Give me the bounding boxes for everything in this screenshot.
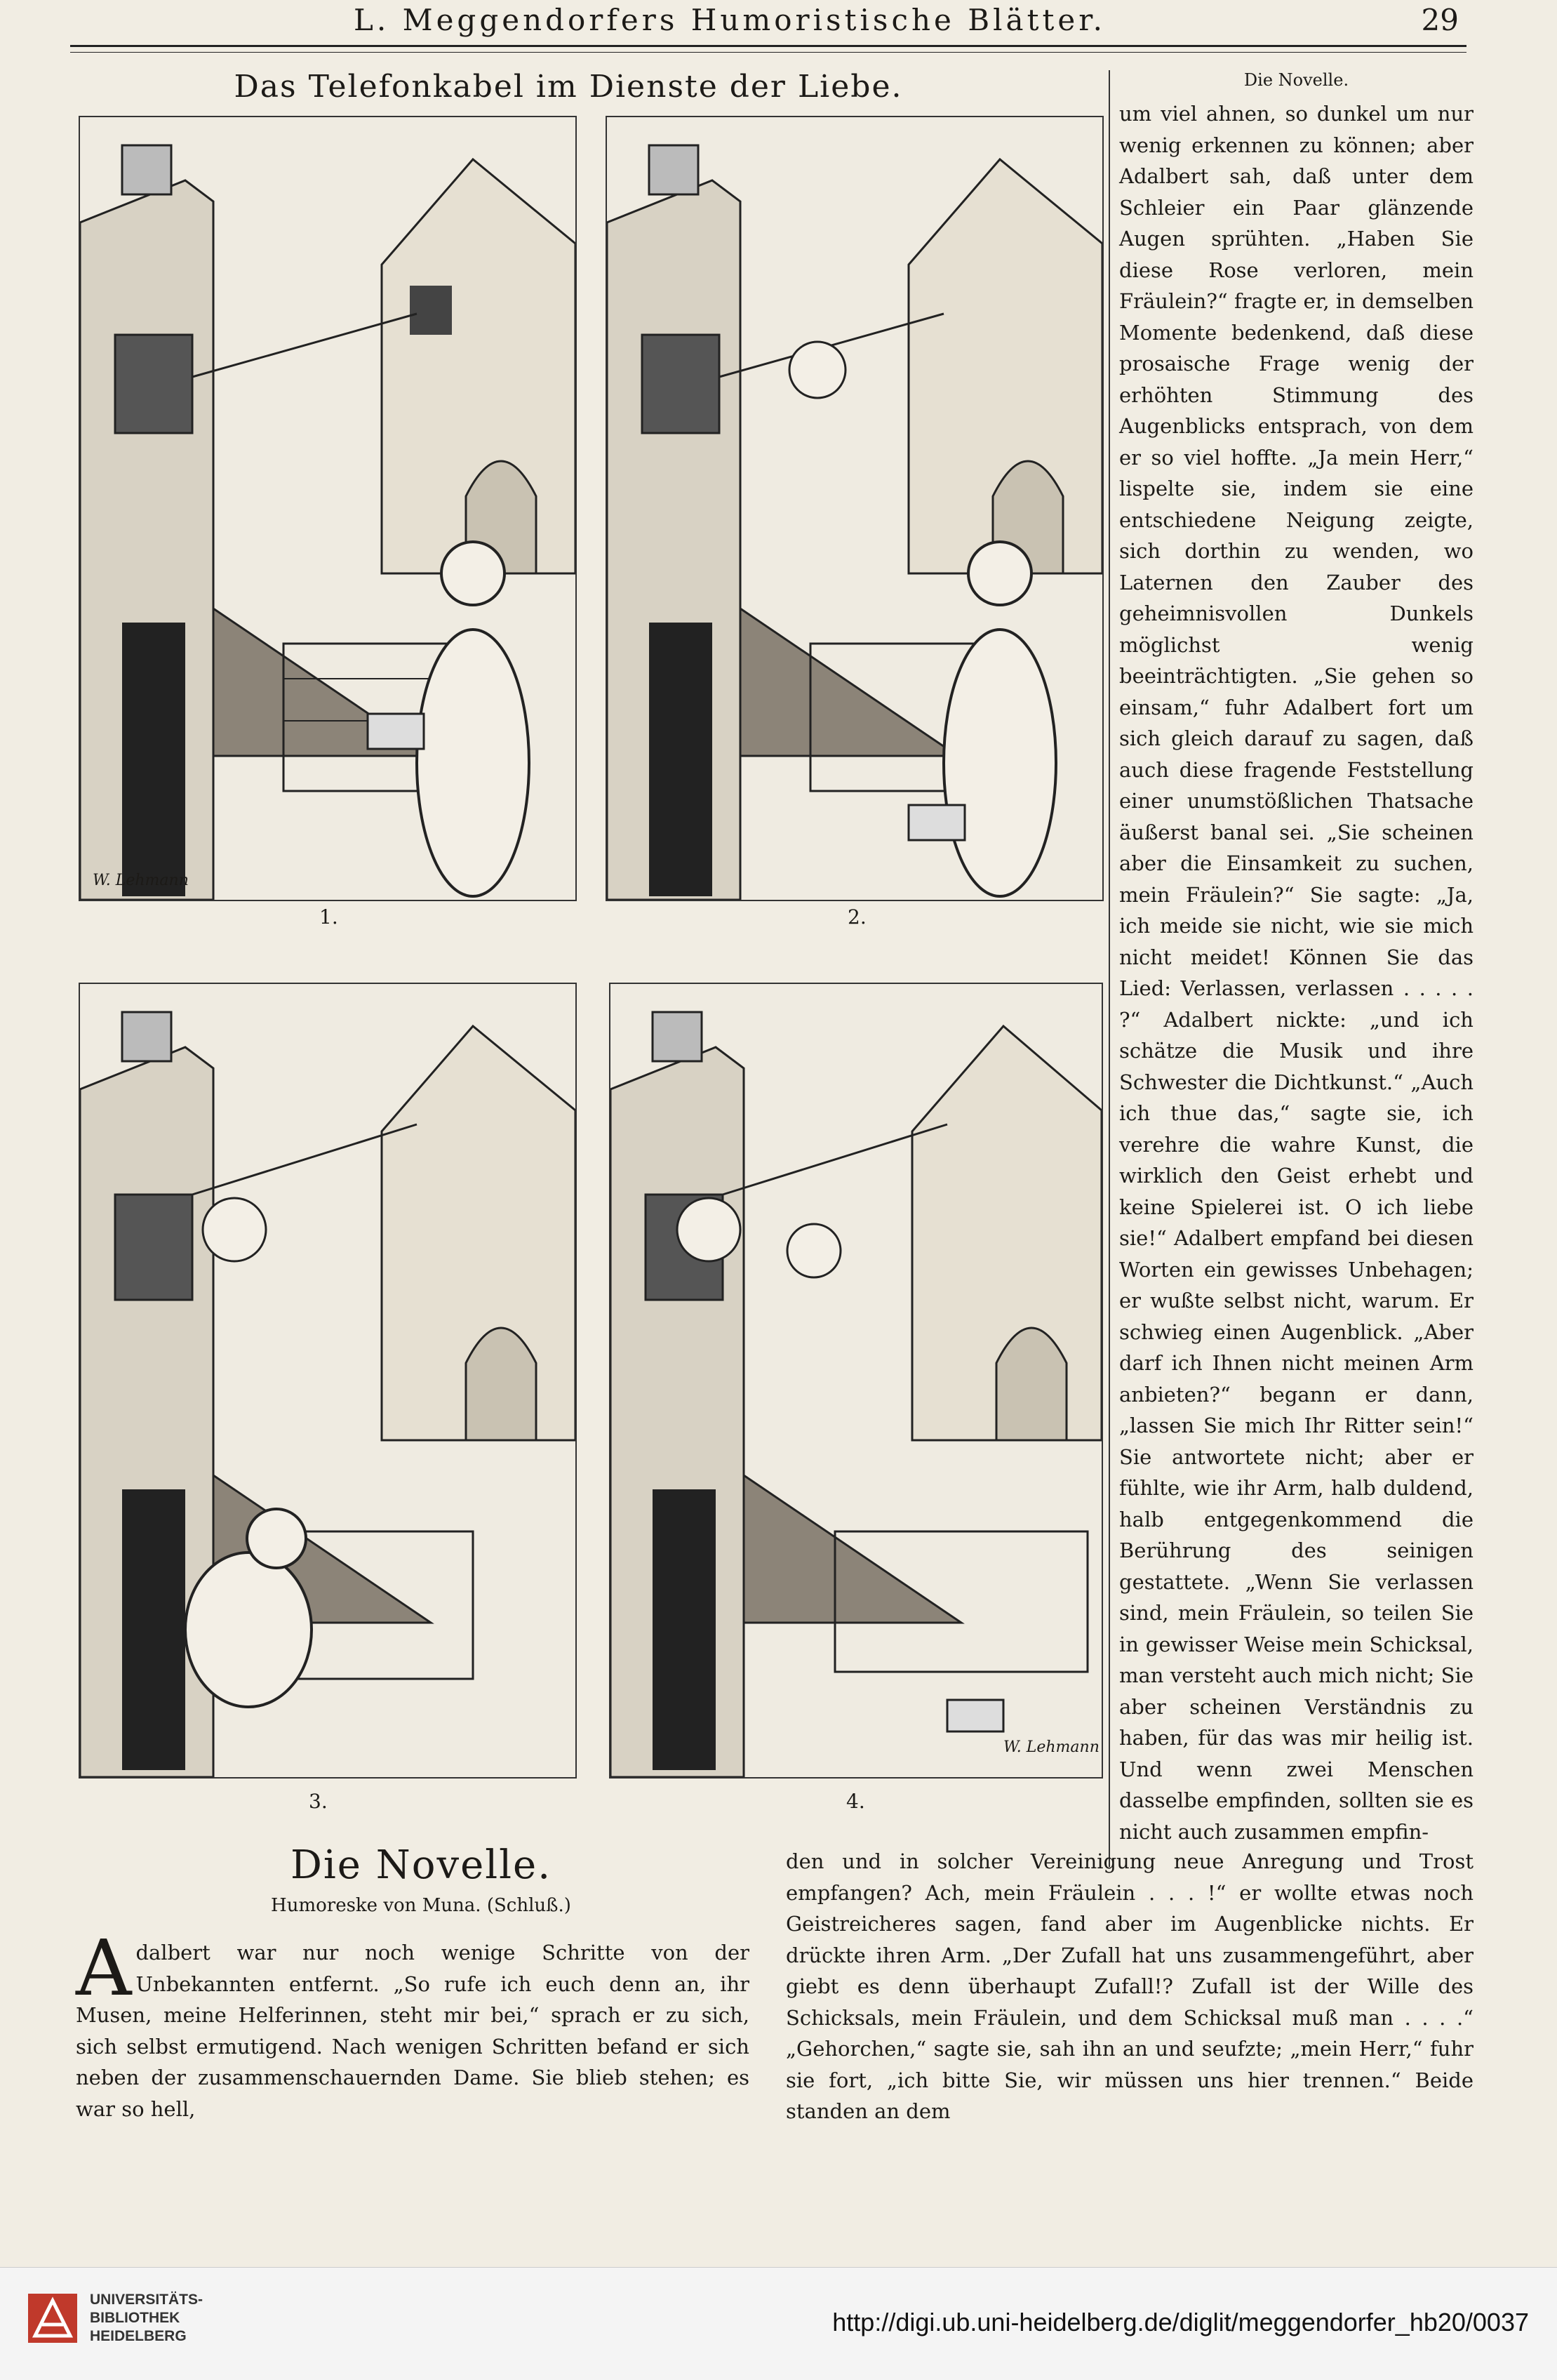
library-name-line-2: BIBLIOTHEK <box>90 2310 180 2326</box>
story-middle-column: den und in solcher Vereinigung neue Anregung und Trost empfangen? Ach, mein Fräulein . . . !“ er wollte etwas noch Geistreicheres sagen, fand aber im Augenblicke nichts. Er drückte ihren Arm. „Der Zufall hat uns zusammengeführt, aber giebt es denn überhaupt Zufall!? Zufall ist der Wille des Schicksals, mein Fräulein, und dem Schicksal muß man . . . .“ „Gehorchen,“ sagte sie, sah ihn an und seufzte; „mein Herr,“ fuhr sie fort, „ich bitte Sie, wir müssen uns hier trennen.“ Beide standen an dem <box>786 1849 1474 2123</box>
comic-title: Das Telefonkabel im Dienste der Liebe. <box>234 69 903 105</box>
panel-number-3: 3. <box>309 1790 328 1813</box>
panel-number-4: 4. <box>846 1790 865 1813</box>
panel-number-1: 1. <box>319 905 338 929</box>
journal-title: L. Meggendorfers Humoristische Blätter. <box>353 3 1107 37</box>
comic-panel-2 <box>606 116 1104 901</box>
artist-signature-4: W. Lehmann <box>1003 1739 1100 1756</box>
page-number: 29 <box>1421 3 1459 37</box>
story-subtitle: Humoreske von Muna. (Schluß.) <box>271 1895 571 1916</box>
column-divider <box>1109 70 1110 1867</box>
story-left-column <box>76 1923 749 2125</box>
story-title: Die Novelle. <box>290 1842 552 1888</box>
source-url-link[interactable]: http://digi.ub.uni-heidelberg.de/diglit/meggendorfer_hb20/0037 <box>832 2308 1529 2336</box>
library-name-line-1: UNIVERSITÄTS- <box>90 2292 203 2308</box>
comic-panel-3 <box>79 983 577 1779</box>
header-rule-thin <box>70 52 1466 53</box>
story-right-column: um viel ahnen, so dunkel um nur wenig erkennen zu können; aber Adalbert sah, daß unter dem Schleier ein Paar glänzende Augen sprühten. „Haben Sie diese Rose verloren, mein Fräulein?“ fragte er, in demselben Momente bedenkend, daß diese prosaische Frage wenig der erhöhten Stimmung des Augenblicks entsprach, von dem er so viel hoffte. „Ja mein Herr,“ lispelte sie, indem sie eine entschiedene Neigung zeigte, sich dorthin zu wenden, wo Laternen den Zauber des geheimnisvollen Dunkels möglichst wenig beeinträchtigten. „Sie gehen so einsam,“ fuhr Adalbert fort um sich gleich darauf zu sagen, daß auch diese fragende Feststellung einer unumstößlichen Thatsache äußerst banal sei. „Sie scheinen aber die Einsamkeit zu suchen, mein Fräulein?“ Sie sagte: „Ja, ich meide sie nicht, wie sie mich nicht meidet! Können Sie das Lied: Verlassen, verlassen . . . . . ?“ Adalbert nickte: „und ich schätze die Musik und ihre Schwester die Dichtkunst.“ „Auch ich thue das,“ sagte sie, ich verehre die wahre Kunst, die wirklich den Geist erhebt und keine Spielerei ist. O ich liebe sie!“ Adalbert empfand bei diesen Worten ein gewisses Unbehagen; er wußte selbst nicht, warum. Er schwieg einen Augenblick. „Aber darf ich Ihnen nicht meinen Arm anbieten?“ begann er dann, „lassen Sie mich Ihr Ritter sein!“ Sie antwortete nicht; aber er fühlte, wie ihr Arm, halb duldend, halb entgegenkommend die Berührung des seinigen gestattete. „Wenn Sie verlassen sind, mein Fräulein, so teilen Sie in gewisser Weise mein Schicksal, man versteht auch mich nicht; Sie aber scheinen Verständnis zu haben, für das was mir heilig ist. Und wenn zwei Menschen dasselbe empfinden, sollten sie es nicht auch zusammen empfin- <box>1119 102 1474 1844</box>
panel-1-illustration <box>80 117 575 900</box>
comic-panel-1 <box>79 116 577 901</box>
panel-number-2: 2. <box>848 905 867 929</box>
header-rule <box>70 45 1466 47</box>
comic-panel-4 <box>609 983 1103 1779</box>
story-left-text: dalbert war nur noch wenige Schritte von der Unbekannten entfernt. „So rufe ich euch denn an, ihr Musen, meine Helferinnen, steht mir bei,“ sprach er zu sich, sich selbst ermutigend. Nach wenigen Schritten befand er sich neben der zusammenschauernden Dame. Sie blieb stehen; es war so hell, <box>76 1941 749 2121</box>
library-name <box>90 2291 203 2346</box>
panel-4-illustration <box>610 984 1102 1777</box>
column-running-head: Die Novelle. <box>1243 70 1349 90</box>
university-library-logo <box>25 2291 80 2346</box>
artist-signature: W. Lehmann <box>93 872 189 889</box>
drop-cap: A <box>76 1923 132 2013</box>
library-name-line-3: HEIDELBERG <box>90 2328 187 2344</box>
panel-3-illustration <box>80 984 575 1777</box>
panel-2-illustration <box>607 117 1102 900</box>
